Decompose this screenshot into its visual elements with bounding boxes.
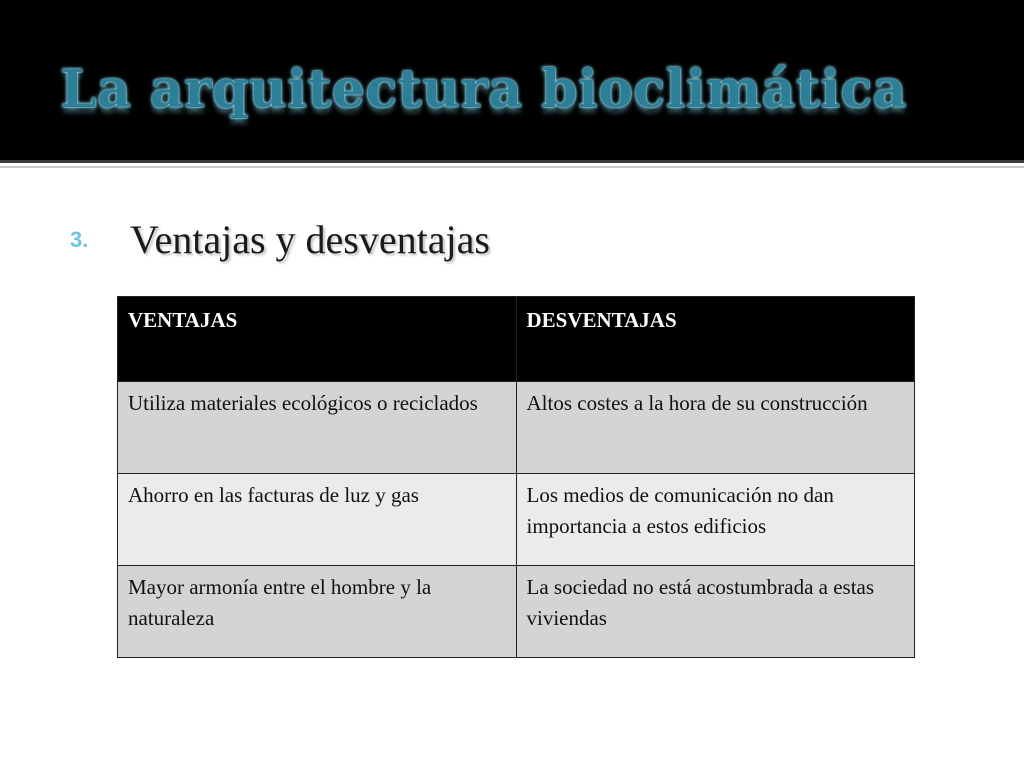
title-divider-dark: [0, 160, 1024, 163]
section-heading: Ventajas y desventajas: [130, 217, 490, 262]
header-disadvantages: DESVENTAJAS: [516, 297, 915, 382]
advantages-disadvantages-table: [117, 296, 915, 658]
slide-title: La arquitectura bioclimática: [60, 59, 907, 120]
table-row: [118, 474, 915, 566]
table-row: [118, 382, 915, 474]
advantage-cell: Utiliza materiales ecológicos o reciclados: [118, 382, 517, 474]
header-advantages: VENTAJAS: [118, 297, 517, 382]
advantage-cell: Ahorro en las facturas de luz y gas: [118, 474, 517, 566]
table-row: [118, 566, 915, 658]
bullet-number: 3.: [70, 227, 89, 252]
advantage-cell: Mayor armonía entre el hombre y la naturaleza: [118, 566, 517, 658]
disadvantage-cell: La sociedad no está acostumbrada a estas viviendas: [516, 566, 915, 658]
table-header-row: [118, 297, 915, 382]
title-divider-light: [0, 166, 1024, 168]
disadvantage-cell: Altos costes a la hora de su construcción: [516, 382, 915, 474]
disadvantage-cell: Los medios de comunicación no dan importancia a estos edificios: [516, 474, 915, 566]
title-bar: [0, 0, 1024, 160]
